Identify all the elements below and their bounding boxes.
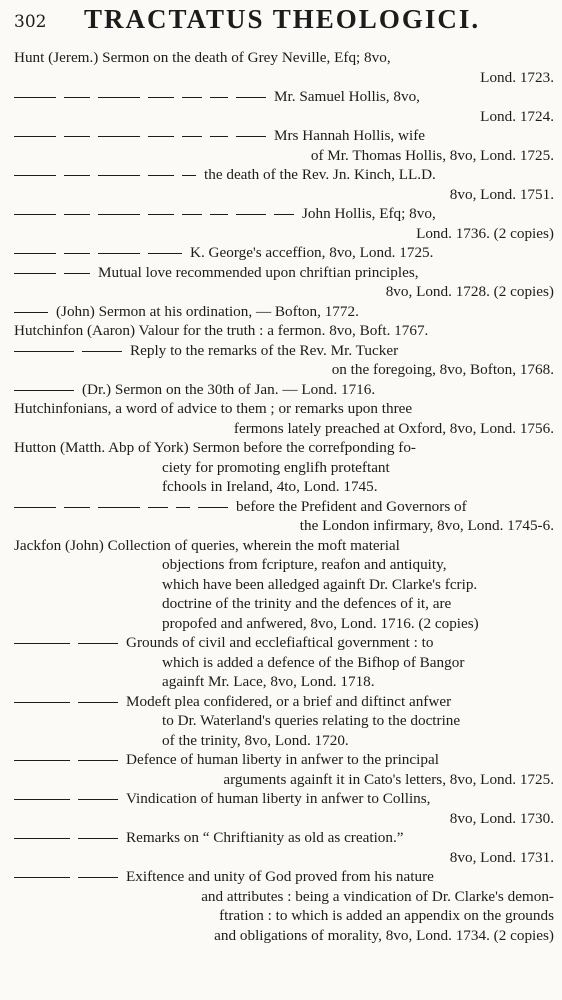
- ditto-rule: [64, 175, 90, 176]
- ditto-rule: [236, 97, 266, 98]
- ditto-rule: [14, 760, 70, 761]
- line-text: Lond. 1723.: [480, 68, 554, 86]
- line-text: the London infirmary, 8vo, Lond. 1745-6.: [299, 517, 554, 534]
- ditto-rule: [14, 877, 70, 878]
- ditto-rule: [14, 702, 70, 703]
- ditto-rule: [78, 702, 118, 703]
- ditto-rule: [14, 799, 70, 800]
- catalogue-line: [162, 672, 554, 692]
- ditto-rule: [182, 136, 202, 137]
- line-text: before the Prefident and Governors of: [236, 497, 467, 515]
- ditto-rule: [14, 507, 56, 508]
- catalogue-line: [14, 107, 554, 127]
- line-text: Grounds of civil and ecclefiaftical government : to: [126, 634, 434, 651]
- catalogue-line: [14, 204, 554, 224]
- catalogue-line: [14, 419, 554, 439]
- line-text: propofed and anfwered, 8vo, Lond. 1716. (2 copies): [162, 614, 479, 632]
- ditto-rule: [14, 136, 56, 137]
- ditto-rule: [148, 175, 174, 176]
- ditto-rule: [78, 877, 118, 878]
- ditto-rule: [14, 175, 56, 176]
- ditto-rule: [210, 214, 228, 215]
- page-header: [14, 4, 554, 38]
- page-number: 302: [14, 12, 47, 32]
- ditto-rule: [14, 214, 56, 215]
- catalogue-body: [14, 48, 554, 945]
- ditto-rule: [14, 273, 56, 274]
- line-text: fchools in Ireland, 4to, Lond. 1745.: [162, 478, 378, 495]
- line-text: Modeft plea confidered, or a brief and diftinct anfwer: [126, 692, 452, 710]
- line-text: 8vo, Lond. 1731.: [449, 848, 554, 866]
- line-text: K. George's acceffion, 8vo, Lond. 1725.: [190, 244, 434, 261]
- ditto-rule: [98, 507, 140, 508]
- line-text: (John) Sermon at his ordination, — Bofton, 1772.: [56, 302, 359, 320]
- catalogue-line: [14, 146, 554, 166]
- line-text: doctrine of the trinity and the defences of it, are: [162, 595, 452, 612]
- line-text: Defence of human liberty in anfwer to the principal: [126, 751, 439, 768]
- catalogue-line: [162, 575, 554, 595]
- line-text: Reply to the remarks of the Rev. Mr. Tucker: [130, 341, 399, 359]
- line-text: (Dr.) Sermon on the 30th of Jan. — Lond. 1716.: [82, 380, 376, 398]
- line-text: on the foregoing, 8vo, Bofton, 1768.: [331, 361, 554, 378]
- ditto-rule: [78, 799, 118, 800]
- ditto-rule: [148, 253, 182, 254]
- catalogue-line: [162, 594, 554, 614]
- line-text: 8vo, Lond. 1728. (2 copies): [385, 283, 554, 300]
- ditto-rule: [98, 175, 140, 176]
- catalogue-line: [14, 224, 554, 244]
- line-text: fermons lately preached at Oxford, 8vo, Lond. 1756.: [233, 419, 554, 437]
- ditto-rule: [82, 351, 122, 352]
- catalogue-line: [162, 731, 554, 751]
- ditto-rule: [64, 253, 90, 254]
- ditto-rule: [64, 97, 90, 98]
- catalogue-line: [14, 341, 554, 361]
- ditto-rule: [64, 214, 90, 215]
- line-text: Mutual love recommended upon chriftian principles,: [98, 263, 419, 281]
- catalogue-line: [162, 711, 554, 731]
- ditto-rule: [14, 312, 48, 313]
- catalogue-line: [14, 848, 554, 868]
- ditto-rule: [182, 214, 202, 215]
- line-text: ftration : to which is added an appendix on the grounds: [219, 907, 554, 924]
- ditto-rule: [78, 643, 118, 644]
- ditto-rule: [176, 507, 190, 508]
- catalogue-line: [14, 126, 554, 146]
- ditto-rule: [182, 97, 202, 98]
- catalogue-line: [14, 692, 554, 712]
- line-text: which is added a defence of the Bifhop of Bangor: [162, 653, 465, 671]
- ditto-rule: [148, 214, 174, 215]
- ditto-rule: [64, 136, 90, 137]
- catalogue-line: [162, 477, 554, 497]
- line-text: Hunt (Jerem.) Sermon on the death of Grey Neville, Efq; 8vo,: [14, 49, 391, 66]
- catalogue-line: [14, 438, 554, 458]
- catalogue-line: [14, 809, 554, 829]
- line-text: 8vo, Lond. 1751.: [449, 185, 554, 203]
- ditto-rule: [236, 214, 266, 215]
- line-text: John Hollis, Efq; 8vo,: [302, 205, 436, 222]
- catalogue-line: [14, 399, 554, 419]
- line-text: arguments againft it in Cato's letters, 8vo, Lond. 1725.: [223, 770, 554, 788]
- catalogue-line: [14, 887, 554, 907]
- catalogue-line: [14, 750, 554, 770]
- line-text: Mr. Samuel Hollis, 8vo,: [274, 88, 420, 105]
- catalogue-line: [14, 633, 554, 653]
- ditto-rule: [198, 507, 228, 508]
- line-text: and attributes : being a vindication of Dr. Clarke's demon-: [201, 887, 554, 905]
- catalogue-line: [14, 497, 554, 517]
- line-text: againft Mr. Lace, 8vo, Lond. 1718.: [162, 673, 375, 690]
- catalogue-line: [14, 185, 554, 205]
- line-text: to Dr. Waterland's queries relating to the doctrine: [162, 712, 461, 729]
- catalogue-line: [14, 516, 554, 536]
- catalogue-line: [14, 321, 554, 341]
- catalogue-line: [14, 87, 554, 107]
- catalogue-line: [14, 360, 554, 380]
- ditto-rule: [182, 175, 196, 176]
- catalogue-line: [162, 458, 554, 478]
- line-text: Jackfon (John) Collection of queries, wherein the moft material: [14, 536, 400, 554]
- catalogue-line: [14, 926, 554, 946]
- catalogue-line: [14, 789, 554, 809]
- running-head: TRACTATUS THEOLOGICI.: [84, 4, 481, 34]
- line-text: 8vo, Lond. 1730.: [449, 809, 554, 827]
- ditto-rule: [236, 136, 266, 137]
- ditto-rule: [274, 214, 294, 215]
- catalogue-line: [14, 770, 554, 790]
- line-text: objections from fcripture, reafon and antiquity,: [162, 556, 447, 573]
- catalogue-line: [162, 653, 554, 673]
- ditto-rule: [210, 136, 228, 137]
- line-text: Hutton (Matth. Abp of York) Sermon before the correfponding fo-: [14, 439, 416, 456]
- line-text: of the trinity, 8vo, Lond. 1720.: [162, 731, 349, 749]
- catalogue-line: [14, 380, 554, 400]
- ditto-rule: [210, 97, 228, 98]
- catalogue-line: [14, 906, 554, 926]
- catalogue-line: [14, 68, 554, 88]
- catalogue-line: [14, 867, 554, 887]
- line-text: Remarks on “ Chriftianity as old as creation.”: [126, 829, 404, 846]
- ditto-rule: [148, 136, 174, 137]
- catalogue-line: [14, 165, 554, 185]
- ditto-rule: [64, 507, 90, 508]
- ditto-rule: [148, 507, 168, 508]
- line-text: ciety for promoting englifh proteftant: [162, 458, 390, 476]
- ditto-rule: [14, 838, 70, 839]
- catalogue-line: [162, 555, 554, 575]
- line-text: Exiftence and unity of God proved from his nature: [126, 868, 434, 885]
- ditto-rule: [14, 390, 74, 391]
- catalogue-line: [14, 48, 554, 68]
- catalogue-line: [14, 828, 554, 848]
- line-text: Vindication of human liberty in anfwer to Collins,: [126, 790, 431, 807]
- catalogue-line: [14, 536, 554, 556]
- ditto-rule: [148, 97, 174, 98]
- catalogue-line: [14, 282, 554, 302]
- catalogue-line: [14, 302, 554, 322]
- ditto-rule: [64, 273, 90, 274]
- ditto-rule: [14, 97, 56, 98]
- ditto-rule: [78, 760, 118, 761]
- line-text: Hutchinfonians, a word of advice to them ; or remarks upon three: [14, 400, 413, 417]
- line-text: which have been alledged againft Dr. Clarke's fcrip.: [162, 575, 478, 593]
- catalogue-line: [162, 614, 554, 634]
- ditto-rule: [78, 838, 118, 839]
- ditto-rule: [14, 253, 56, 254]
- ditto-rule: [14, 351, 74, 352]
- line-text: Lond. 1724.: [480, 107, 554, 125]
- line-text: Hutchinfon (Aaron) Valour for the truth : a fermon. 8vo, Boft. 1767.: [14, 322, 429, 339]
- ditto-rule: [98, 214, 140, 215]
- line-text: Mrs Hannah Hollis, wife: [274, 127, 426, 144]
- catalogue-line: [14, 243, 554, 263]
- line-text: and obligations of morality, 8vo, Lond. 1734. (2 copies): [214, 926, 554, 944]
- ditto-rule: [98, 97, 140, 98]
- catalogue-line: [14, 263, 554, 283]
- line-text: Lond. 1736. (2 copies): [416, 224, 554, 242]
- ditto-rule: [14, 643, 70, 644]
- line-text: the death of the Rev. Jn. Kinch, LL.D.: [204, 166, 436, 183]
- ditto-rule: [98, 136, 140, 137]
- ditto-rule: [98, 253, 140, 254]
- line-text: of Mr. Thomas Hollis, 8vo, Lond. 1725.: [310, 146, 554, 164]
